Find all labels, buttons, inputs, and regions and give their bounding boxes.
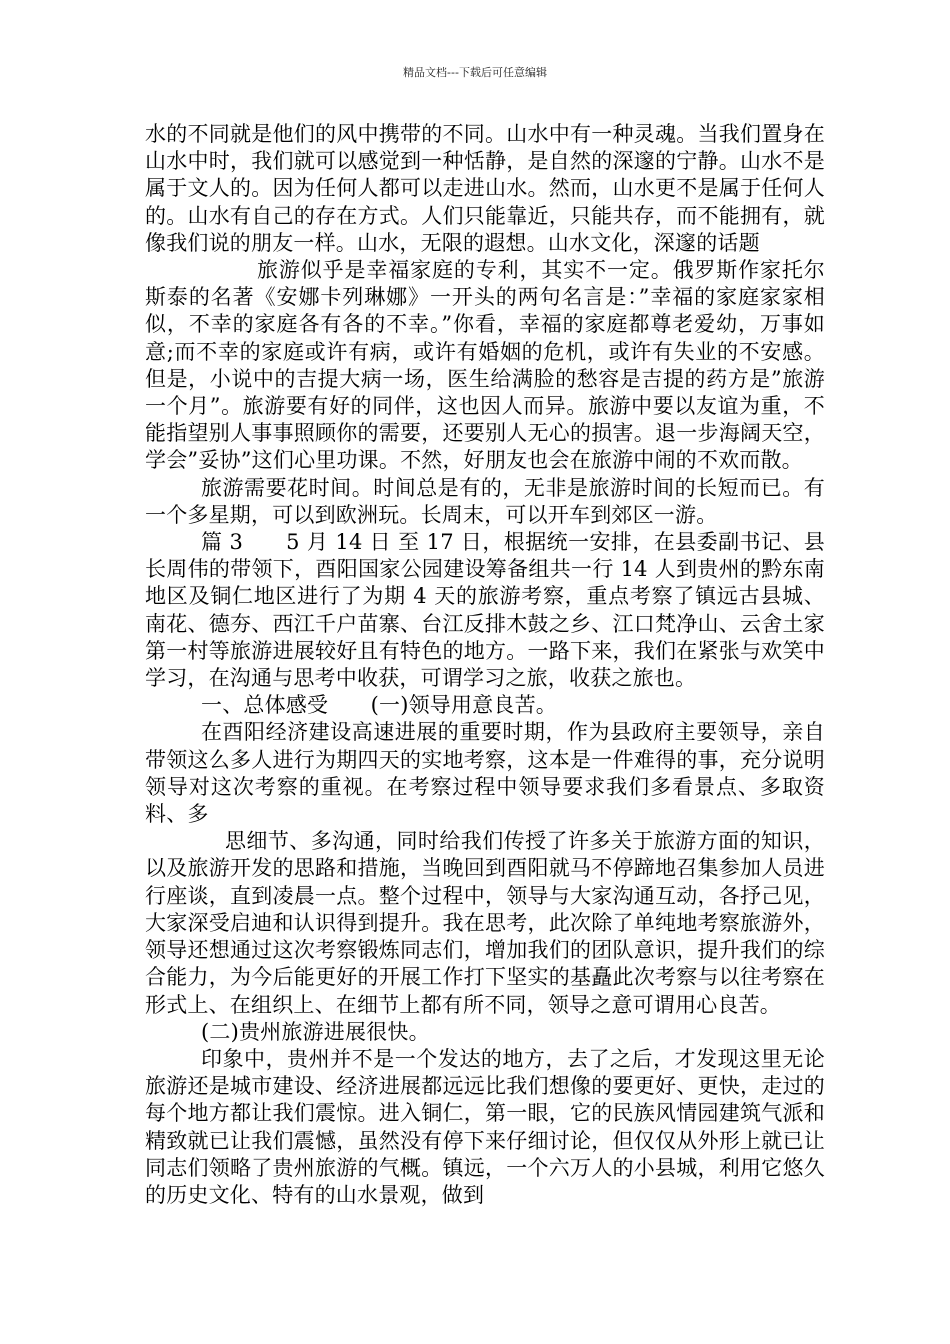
section-heading: 一、总体感受 (一)领导用意良苦。 — [201, 693, 557, 718]
paragraph: 旅游需要花时间。时间总是有的，无非是旅游时间的长短而已。有一个多星期，可以到欧洲玩。长周末，可以开车到郊区一游。 — [145, 475, 825, 527]
document-body — [145, 121, 825, 1209]
section-heading: (二)贵州旅游进展很快。 — [201, 1019, 430, 1044]
paragraph: 在酉阳经济建设高速进展的重要时期，作为县政府主要领导，亲自带领这么多人进行为期四天的实地考察，这本是一件难得的事，充分说明领导对这次考察的重视。在考察过程中领导要求我们多看景点、多取资料、多 — [145, 720, 825, 827]
paragraph: 篇 3 5 月 14 日 至 17 日，根据统一安排，在县委副书记、县长周伟的带领下，酉阳国家公园建设筹备组共一行 14 人到贵州的黔东南地区及铜仁地区进行了为期 4 天的旅游考察，重点考察了镇远古县城、南花、德夯、西江千户苗寨、台江反排木鼓之乡、江口梵净山、云舍土家第一村等旅游进展较好且有特色的地方。一路下来，我们在紧张与欢笑中学习，在沟通与思考中收获，可谓学习之旅，收获之旅也。 — [145, 530, 825, 691]
paragraph: 思细节、多沟通，同时给我们传授了许多关于旅游方面的知识，以及旅游开发的思路和措施，当晚回到酉阳就马不停蹄地召集参加人员进行座谈，直到凌晨一点。整个过程中，领导与大家沟通互动，各抒己见，大家深受启迪和认识得到提升。我在思考，此次除了单纯地考察旅游外，领导还想通过这次考察锻炼同志们，增加我们的团队意识，提升我们的综合能力，为今后能更好的开展工作打下坚实的基矗此次考察与以往考察在形式上、在组织上、在细节上都有所不同，领导之意可谓用心良苦。 — [145, 829, 825, 1017]
page-header: 精品文档---下载后可任意编辑 — [403, 66, 547, 79]
paragraph: 旅游似乎是幸福家庭的专利，其实不一定。俄罗斯作家托尔斯泰的名著《安娜卡列琳娜》一开头的两句名言是：”幸福的家庭家家相似，不幸的家庭各有各的不幸。”你看，幸福的家庭都尊老爱幼，万事如意;而不幸的家庭或许有病，或许有婚姻的危机，或许有失业的不安感。但是，小说中的吉提大病一场，医生给满脸的愁容是吉提的药方是”旅游一个月”。旅游要有好的同伴，这也因人而异。旅游中要以友谊为重，不能指望别人事事照顾你的需要，还要别人无心的损害。退一步海阔天空，学会”妥协”这们心里功课。不然，好朋友也会在旅游中闹的不欢而散。 — [145, 258, 825, 473]
paragraph: 印象中，贵州并不是一个发达的地方，去了之后，才发现这里无论旅游还是城市建设、经济进展都远远比我们想像的要更好、更快，走过的每个地方都让我们震惊。进入铜仁，第一眼，它的民族风情园建筑气派和精致就已让我们震憾，虽然没有停下来仔细讨论，但仅仅从外形上就已让同志们领略了贵州旅游的气概。镇远，一个六万人的小县城，利用它悠久的历史文化、特有的山水景观，做到 — [145, 1046, 825, 1207]
paragraph: 水的不同就是他们的风中携带的不同。山水中有一种灵魂。当我们置身在山水中时，我们就可以感觉到一种恬静，是自然的深邃的宁静。山水不是属于文人的。因为任何人都可以走进山水。然而，山水更不是属于任何人的。山水有自己的存在方式。人们只能靠近，只能共存，而不能拥有，就像我们说的朋友一样。山水，无限的遐想。山水文化，深邃的话题 — [145, 122, 825, 255]
